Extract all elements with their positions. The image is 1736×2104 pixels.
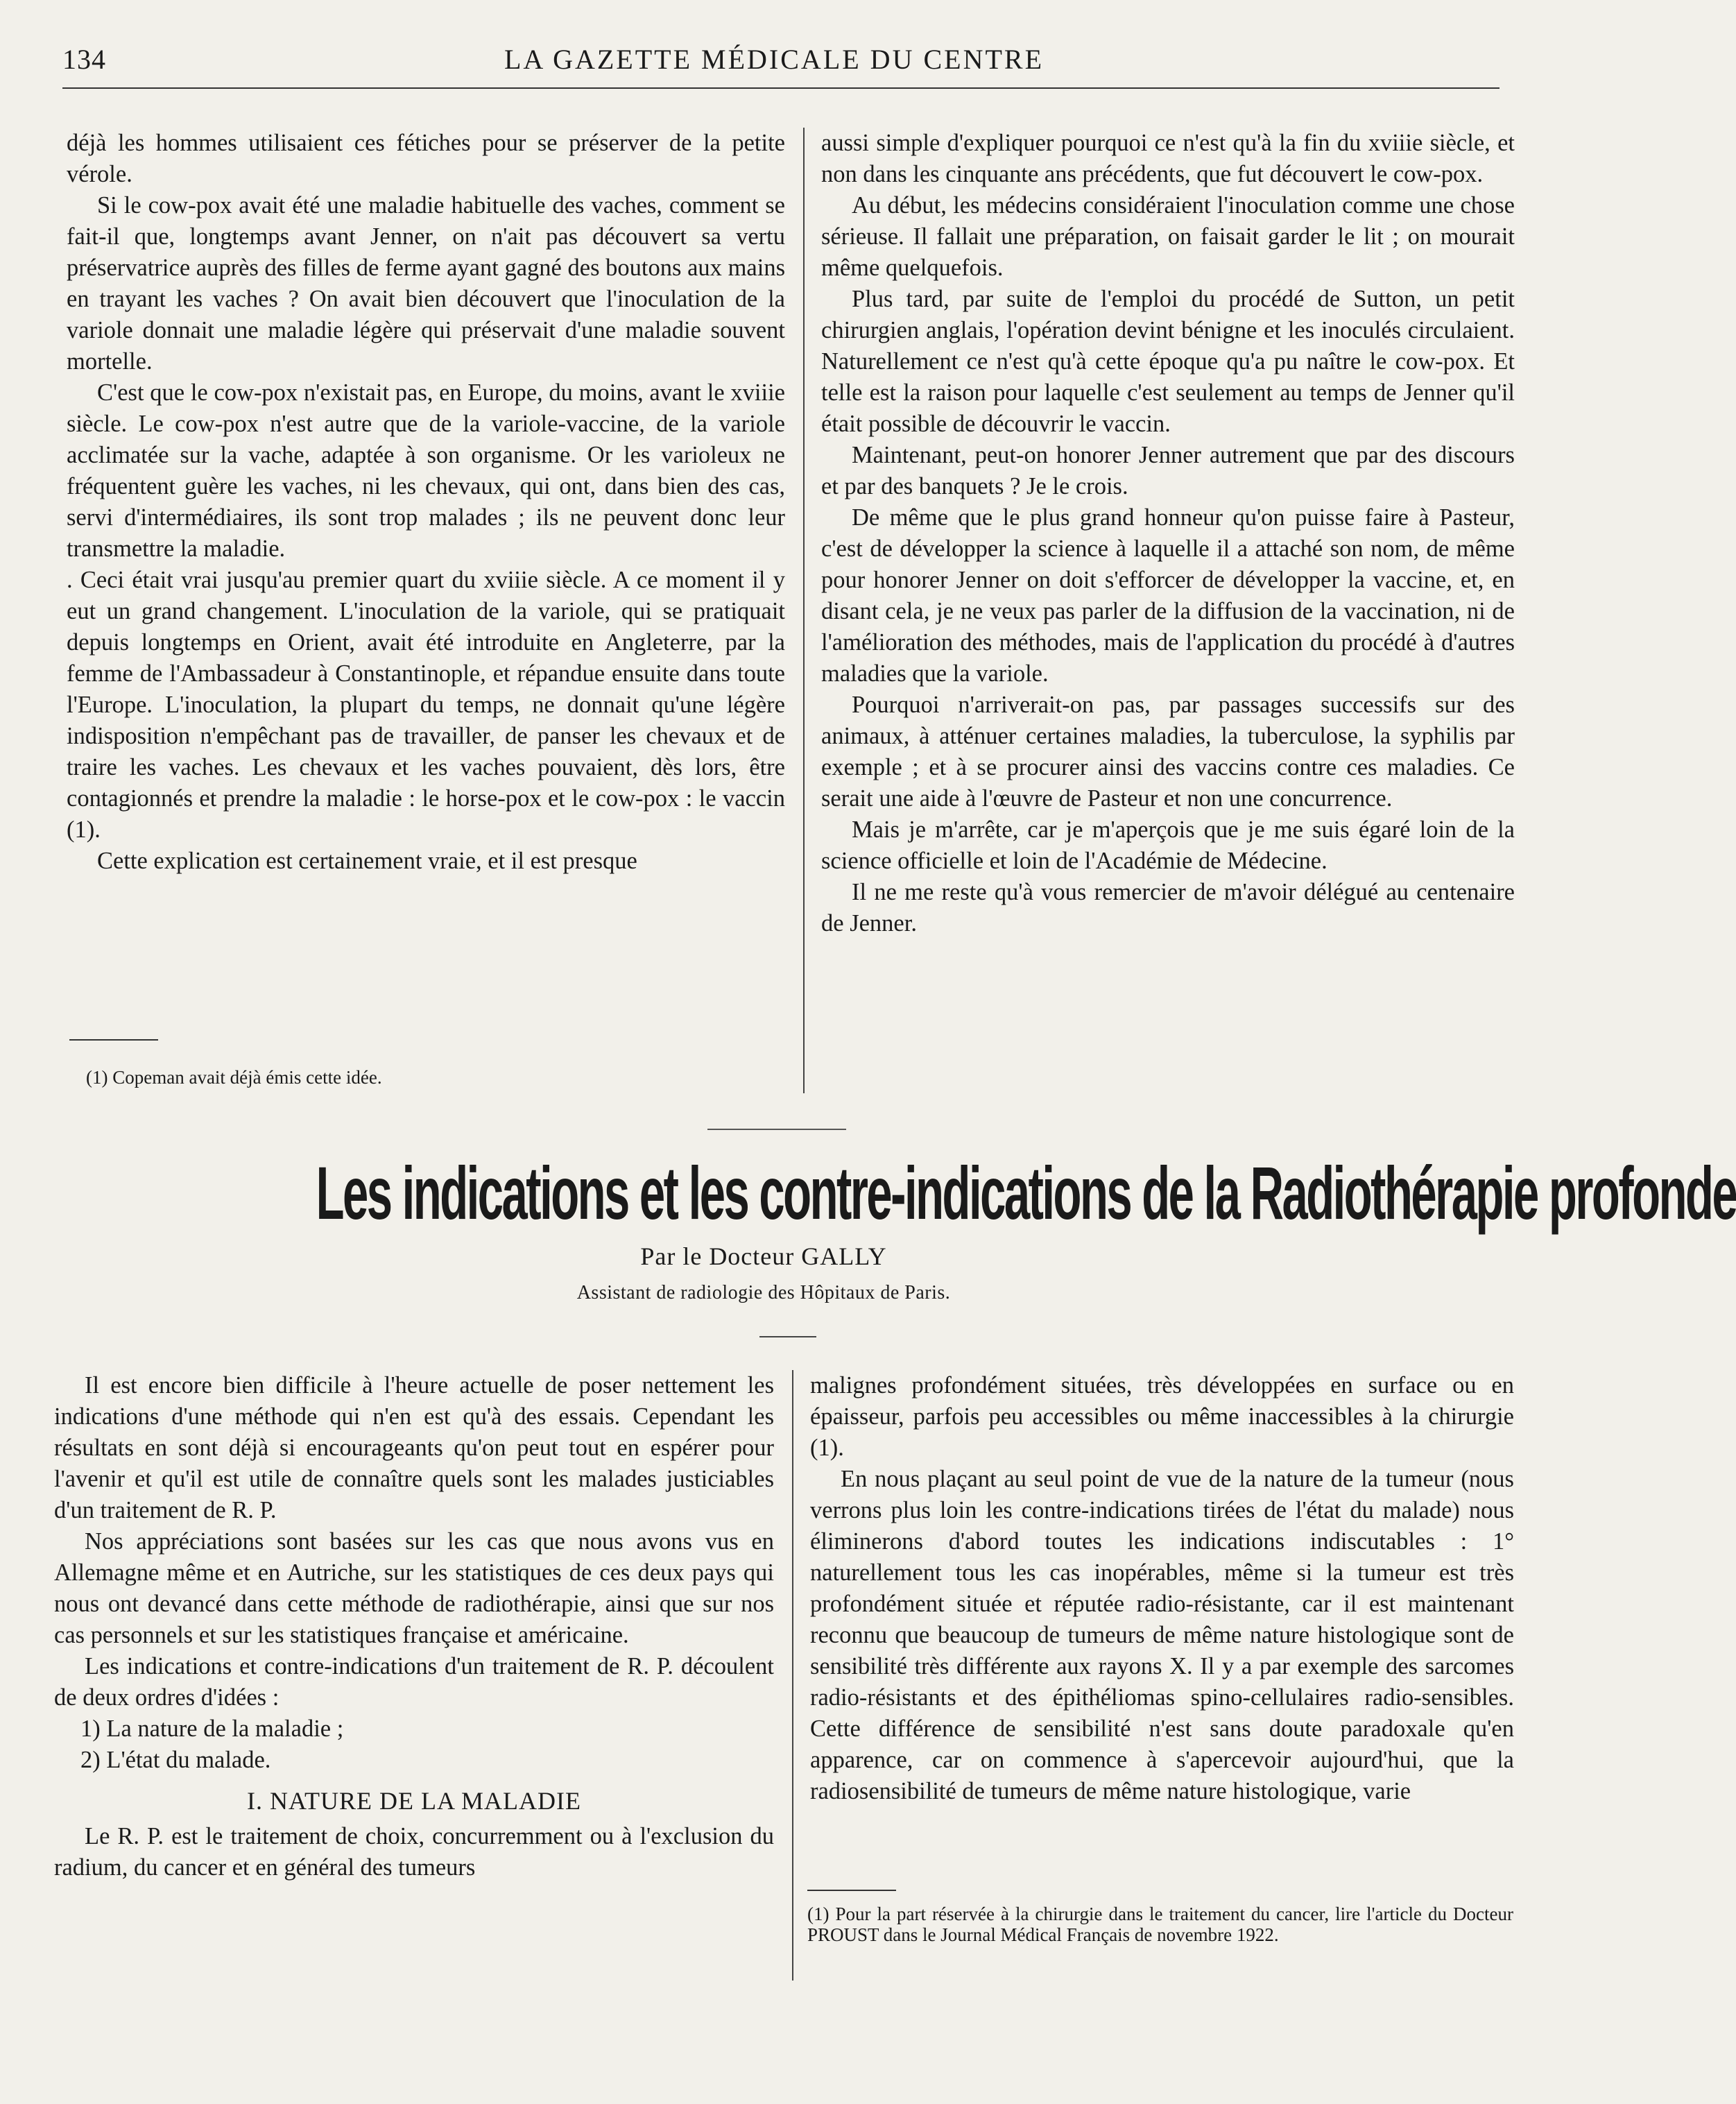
paragraph: Maintenant, peut-on honorer Jenner autrement que par des discours et par des banquets ? Je le crois. xyxy=(821,442,1515,499)
paragraph: Si le cow-pox avait été une maladie habituelle des vaches, comment se fait-il que, longtemps avant Jenner, on n'ait pas découvert sa vertu préservatrice auprès des filles de ferme ayant gagné des boutons aux mains en trayant les vaches ? On avait bien découvert que l'inoculation de la variole donnait une maladie légère qui préservait d'une maladie souvent mortelle. xyxy=(67,192,785,375)
footnote: (1) Copeman avait déjà émis cette idée. xyxy=(86,1067,382,1088)
paragraph: Cette explication est certainement vraie, et il est presque xyxy=(97,848,637,874)
article-byline: Par le Docteur GALLY xyxy=(640,1242,887,1270)
paragraph: Au début, les médecins considéraient l'inoculation comme une chose sérieuse. Il fallait une préparation, on faisait garder le lit ; on mourait même quelquefois. xyxy=(821,192,1515,281)
paragraph: malignes profondément situées, très développées en surface ou en épaisseur, parfois peu accessibles ou même inaccessibles à la chirurgie (1). xyxy=(810,1372,1514,1461)
page-number: 134 xyxy=(62,44,106,75)
previous-article-right-column xyxy=(821,128,1515,939)
article-right-column xyxy=(810,1370,1514,1807)
title-separator xyxy=(759,1336,816,1337)
paragraph: C'est que le cow-pox n'existait pas, en Europe, du moins, avant le xviiie siècle. Le cow-pox n'est autre que de la variole-vaccine, de la variole acclimatée sur la vache, adaptée à son organisme. Or les varioleux ne fréquentent guère les vaches, ni les chevaux, qui ont, dans bien des cas, servi d'intermédiaires, ils sont trop malades ; ils ne peuvent donc leur transmettre la maladie. xyxy=(67,379,785,562)
paragraph: déjà les hommes utilisaient ces fétiches pour se préserver de la petite vérole. xyxy=(67,130,785,187)
footnote-rule xyxy=(807,1890,896,1891)
paragraph: Nos appréciations sont basées sur les cas que nous avons vus en Allemagne même et en Autriche, sur les statistiques de ces deux pays qui nous ont devancé dans cette méthode de radiothérapie, ainsi que sur nos cas personnels et sur les statistiques française et américaine. xyxy=(54,1528,774,1648)
footnote-rule xyxy=(69,1039,158,1041)
paragraph: Plus tard, par suite de l'emploi du procédé de Sutton, un petit chirurgien anglais, l'opération devint bénigne et les inoculés circulaient. Naturellement ce n'est qu'à cette époque qu'a pu naître le cow-pox. Et telle est la raison pour laquelle c'est seulement au temps de Jenner qu'il était possible de découvrir le vaccin. xyxy=(821,286,1515,437)
article-title: Les indications et les contre-indications de la Radiothérapie profonde xyxy=(316,1151,1736,1235)
paragraph: Pourquoi n'arriverait-on pas, par passages successifs sur des animaux, à atténuer certaines maladies, la tuberculose, la syphilis par exemple ; et à se procurer ainsi des vaccins contre ces maladies. Ce serait une aide à l'œuvre de Pasteur et non une concurrence. xyxy=(821,692,1515,812)
paragraph: Il ne me reste qu'à vous remercier de m'avoir délégué au centenaire de Jenner. xyxy=(821,879,1515,936)
footnote: (1) Pour la part réservée à la chirurgie dans le traitement du cancer, lire l'article du Docteur PROUST dans le Journal Médical Français de novembre 1922. xyxy=(807,1904,1513,1945)
paragraph: . Ceci était vrai jusqu'au premier quart du xviiie siècle. A ce moment il y eut un grand changement. L'inoculation de la variole, qui se pratiquait depuis longtemps en Orient, avait été introduite en Angleterre, par la femme de l'Ambassadeur à Constantinople, et répandue ensuite dans toute l'Europe. L'inoculation, la plupart du temps, ne donnait qu'une légère indisposition n'empêchant pas de travailler, de panser les chevaux et de traire les vaches. Les chevaux et les vaches pouvaient, dès lors, être contagionnés et prendre la maladie : le horse-pox et le cow-pox : le vaccin (1). xyxy=(67,567,785,843)
previous-article-left-column xyxy=(67,128,785,877)
author-affiliation: Assistant de radiologie des Hôpitaux de Paris. xyxy=(576,1282,951,1303)
header-rule xyxy=(62,87,1499,89)
article-separator xyxy=(707,1129,846,1130)
article-left-column xyxy=(54,1370,774,1883)
column-divider xyxy=(803,128,805,1093)
paragraph: Mais je m'arrête, car je m'aperçois que je me suis égaré loin de la science officielle et loin de l'Académie de Médecine. xyxy=(821,816,1515,874)
column-divider xyxy=(792,1370,793,1981)
running-title: LA GAZETTE MÉDICALE DU CENTRE xyxy=(504,44,1044,75)
paragraph: Il est encore bien difficile à l'heure actuelle de poser nettement les indications d'une méthode qui n'en est qu'à des essais. Cependant les résultats en sont déjà si encourageants qu'on peut tout en espérer pour l'avenir et qu'il est utile de connaître quels sont les malades justiciables d'un traitement de R. P. xyxy=(54,1372,774,1523)
paragraph: aussi simple d'expliquer pourquoi ce n'est qu'à la fin du xviiie siècle, et non dans les cinquante ans précédents, que fut découvert le cow-pox. xyxy=(821,130,1515,187)
section-heading: I. NATURE DE LA MALADIE xyxy=(247,1787,581,1815)
paragraph: Les indications et contre-indications d'un traitement de R. P. découlent de deux ordres d'idées : xyxy=(54,1653,774,1711)
paragraph: Le R. P. est le traitement de choix, concurremment ou à l'exclusion du radium, du cancer et en général des tumeurs xyxy=(54,1823,774,1881)
page-header xyxy=(62,43,1486,85)
list-item: 2) L'état du malade. xyxy=(80,1747,271,1773)
list-item: 1) La nature de la maladie ; xyxy=(80,1716,344,1742)
paragraph: De même que le plus grand honneur qu'on puisse faire à Pasteur, c'est de développer la science à laquelle il a attaché son nom, de même pour honorer Jenner on doit s'efforcer de développer la vaccine, et, en disant cela, je ne veux pas parler de la diffusion de la vaccination, ni de l'amélioration des méthodes, mais de l'application du procédé à d'autres maladies que la variole. xyxy=(821,504,1515,687)
paragraph: En nous plaçant au seul point de vue de la nature de la tumeur (nous verrons plus loin les contre-indications tirées de l'état du malade) nous éliminerons d'abord toutes les indications indiscutables : 1° naturellement tous les cas inopérables, même si la tumeur est très profondément située et réputée radio-résistante, car il est maintenant reconnu que beaucoup de tumeurs de même nature histologique sont de sensibilité très différente aux rayons X. Il y a par exemple des sarcomes radio-résistants et des épithéliomas spino-cellulaires radio-sensibles. Cette différence de sensibilité n'est sans doute paradoxale qu'en apparence, car on commence à s'apercevoir aujourd'hui, que la radiosensibilité de tumeurs de même nature histologique, varie xyxy=(810,1466,1514,1804)
